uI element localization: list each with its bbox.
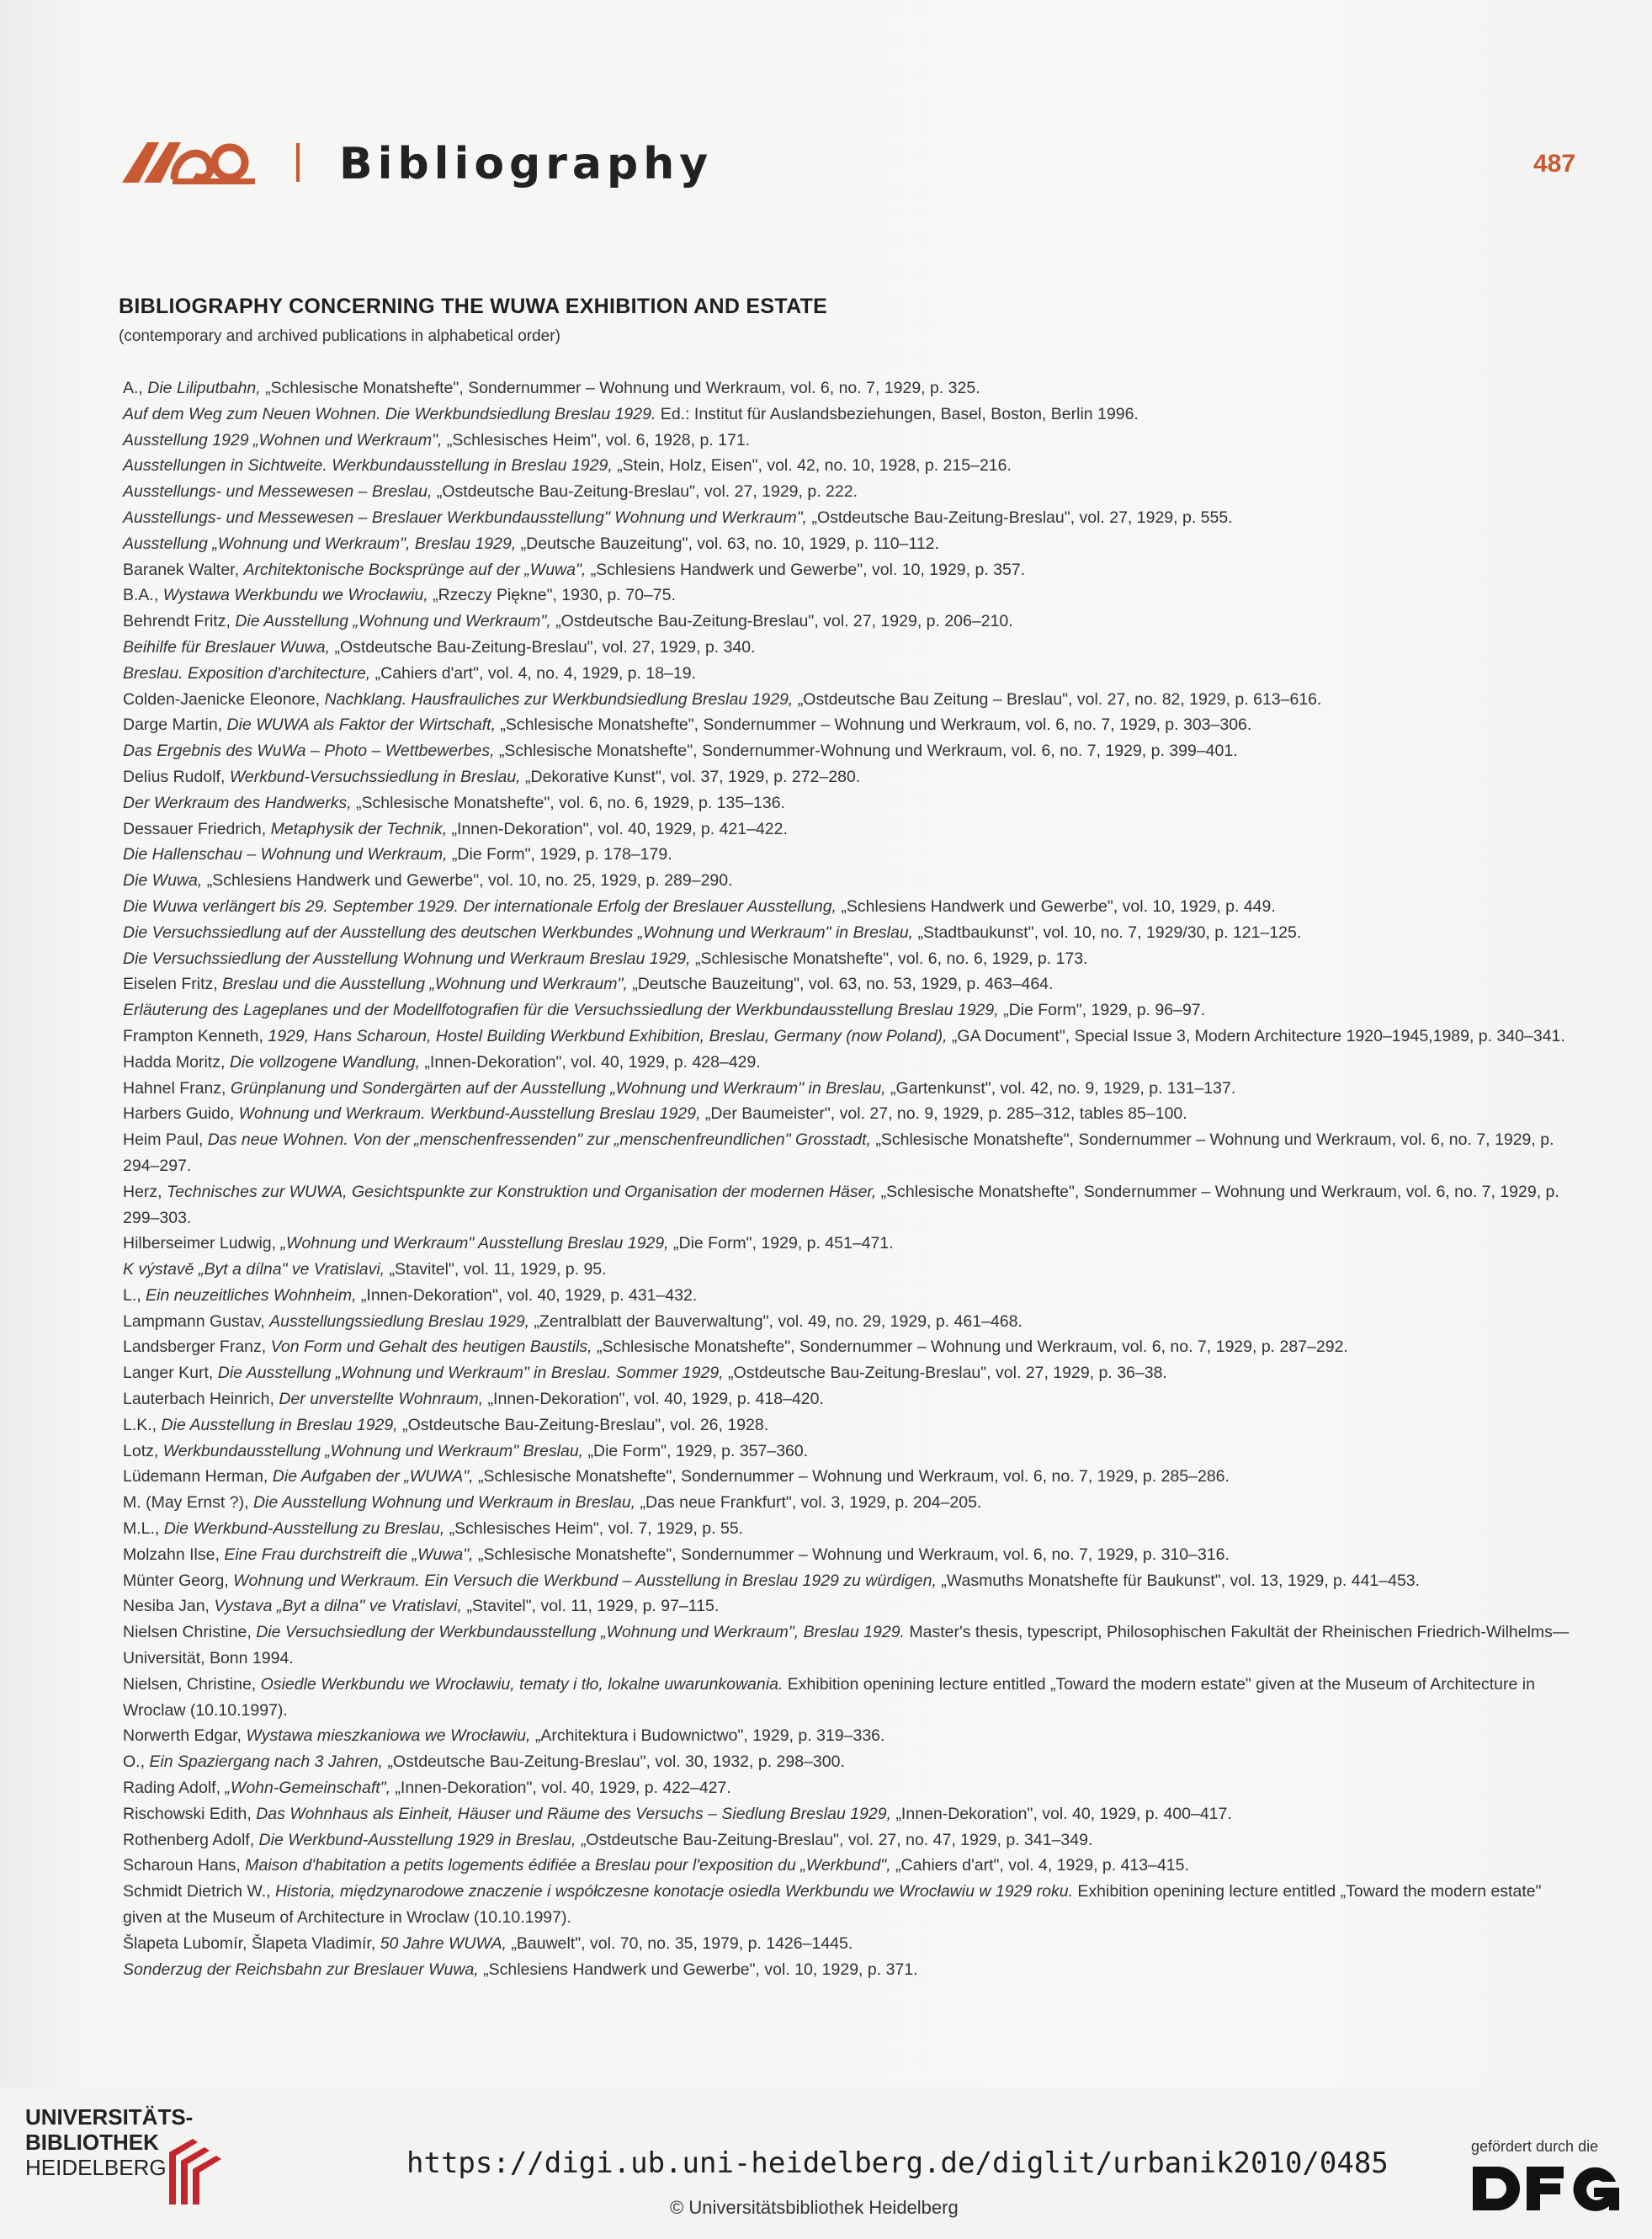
entry-title: Die Wuwa, <box>123 871 203 891</box>
bibliography-entry <box>123 687 1572 713</box>
entry-source: „Stavitel", vol. 11, 1929, p. 95. <box>385 1260 607 1279</box>
entry-author: Šlapeta Lubomír, Šlapeta Vladimír, <box>123 1933 380 1953</box>
entry-title: Historia, międzynarodowe znaczenie i współczesne konotacje osiedla Werkbundu we Wrocławiu w 1929 roku. <box>274 1882 1073 1901</box>
entry-source: „Die Form", 1929, p. 451–471. <box>668 1234 894 1253</box>
entry-author: Behrendt Fritz, <box>123 612 236 631</box>
entry-title: Die Ausstellung Wohnung und Werkraum in Breslau, <box>252 1493 636 1513</box>
entry-source: „Ostdeutsche Bau-Zeitung-Breslau", vol. 27, 1929, p. 36–38. <box>723 1364 1167 1383</box>
bibliography-entry <box>123 920 1572 946</box>
entry-source: „Innen-Dekoration", vol. 40, 1929, p. 431–432. <box>356 1285 698 1305</box>
entry-author: A., <box>123 379 148 397</box>
entry-source: „Innen-Dekoration", vol. 40, 1929, p. 421–422. <box>447 819 788 838</box>
entry-author: M. (May Ernst ?), <box>123 1493 253 1513</box>
entry-title: 50 Jahre WUWA, <box>380 1933 507 1953</box>
bibliography-entry <box>123 1568 1572 1594</box>
entry-source: „Ostdeutsche Bau-Zeitung-Breslau", vol. 30, 1932, p. 298–300. <box>382 1752 845 1772</box>
bibliography-entry <box>123 1593 1572 1619</box>
entry-title: Die Hallenschau – Wohnung und Werkraum, <box>123 845 448 864</box>
entry-source: „Cahiers d'art", vol. 4, 1929, p. 413–415. <box>890 1856 1189 1875</box>
entry-source: „Innen-Dekoration", vol. 40, 1929, p. 428–429. <box>420 1052 761 1072</box>
entry-title: Die Liliputbahn, <box>147 379 261 397</box>
entry-title: Werkbund-Versuchssiedlung in Breslau, <box>229 767 521 786</box>
entry-title: Das Ergebnis des WuWa – Photo – Wettbewerbes, <box>123 742 495 761</box>
bibliography-entry <box>123 1360 1572 1386</box>
entry-author: Hilberseimer Ludwig, <box>123 1234 281 1253</box>
entry-author: Dessauer Friedrich, <box>123 819 271 838</box>
entry-source: „Gartenkunst", vol. 42, no. 9, 1929, p. 131–137. <box>885 1078 1236 1098</box>
entry-title: Eine Frau durchstreift die „Wuwa", <box>224 1545 474 1564</box>
bibliography-entry <box>123 946 1572 972</box>
library-name-line: UNIVERSITÄTS- <box>25 2104 194 2130</box>
bibliography-entry <box>123 1827 1572 1853</box>
bibliography-entry <box>123 1464 1572 1490</box>
dfg-logo-icon <box>1471 2163 1626 2214</box>
entry-source: „Schlesisches Heim", vol. 6, 1928, p. 171. <box>442 430 751 449</box>
entry-author: Schmidt Dietrich W., <box>123 1882 275 1901</box>
entry-source: „Schlesische Monatshefte", vol. 6, no. 6, 1929, p. 135–136. <box>351 793 785 812</box>
entry-title: Osiedle Werkbundu we Wrocławiu, tematy i tło, lokalne uwarunkowania. <box>260 1674 784 1694</box>
bibliography-entry <box>123 1853 1572 1879</box>
entry-source: „Schlesische Monatshefte", Sondernummer – Wohnung und Werkraum, vol. 6, no. 7, 1929, p. 299–303. <box>123 1182 1559 1227</box>
bibliography-entry <box>123 1542 1572 1568</box>
bibliography-entry <box>123 1024 1572 1050</box>
bibliography-entry <box>123 1050 1572 1076</box>
bibliography-entry <box>123 1076 1572 1102</box>
entry-source: „Ostdeutsche Bau Zeitung – Breslau", vol. 27, no. 82, 1929, p. 613–616. <box>793 689 1322 709</box>
bibliography-entry <box>123 1127 1572 1179</box>
entry-source: „Deutsche Bauzeitung", vol. 63, no. 53, 1929, p. 463–464. <box>627 975 1054 994</box>
entry-author: Scharoun Hans, <box>123 1856 246 1875</box>
entry-author: Rothenberg Adolf, <box>123 1830 259 1849</box>
page-title: Bibliography <box>339 139 714 189</box>
entry-source: „Ostdeutsche Bau-Zeitung-Breslau", vol. 27, no. 47, 1929, p. 341–349. <box>576 1830 1093 1849</box>
entry-title: Auf dem Weg zum Neuen Wohnen. Die Werkbundsiedlung Breslau 1929. <box>123 404 656 423</box>
library-name-line: BIBLIOTHEK <box>25 2130 159 2155</box>
entry-author: Harbers Guido, <box>123 1104 239 1124</box>
entry-source: Master's thesis, typescript, Philosophischen Fakultät der Rheinischen Friedrich-Wilhelms—Universität, Bonn 1994. <box>123 1623 1570 1668</box>
entry-source: „Architektura i Budownictwo", 1929, p. 319–336. <box>530 1726 885 1746</box>
entry-source: Exhibition openining lecture entitled „Toward the modern estate" given at the Museum of Architecture in Wroclaw (10.10.1997). <box>123 1674 1535 1720</box>
entry-title: Vystava „Byt a dilna" ve Vratislavi, <box>214 1597 462 1616</box>
entry-title: Breslau und die Ausstellung „Wohnung und Werkraum", <box>222 975 628 994</box>
bibliography-entry <box>123 1723 1572 1749</box>
wuwa-logo-icon <box>122 139 257 186</box>
bibliography-entry <box>123 1619 1572 1672</box>
entry-title: Das Wohnhaus als Einheit, Häuser und Räume des Versuchs – Siedlung Breslau 1929, <box>256 1804 892 1823</box>
bibliography-entry <box>123 1879 1572 1931</box>
entry-author: Nielsen Christine, <box>123 1623 257 1642</box>
entry-author: Baranek Walter, <box>123 560 244 579</box>
entry-source: „Schlesische Monatshefte", Sondernummer – Wohnung und Werkraum, vol. 6, no. 7, 1929, p. 287–292. <box>592 1338 1348 1357</box>
entry-author: Herz, <box>123 1182 167 1201</box>
bibliography-entry <box>123 1334 1572 1360</box>
bibliography-entry <box>123 842 1572 868</box>
entry-title: Die Ausstellung in Breslau 1929, <box>161 1415 398 1434</box>
entry-title: Die vollzogene Wandlung, <box>229 1052 421 1072</box>
bibliography-entry <box>123 1412 1572 1439</box>
entry-title: Ausstellung „Wohnung und Werkraum", Breslau 1929, <box>123 534 517 553</box>
bibliography-entry <box>123 661 1572 687</box>
entry-title: Die Ausstellung „Wohnung und Werkraum" in Breslau. Sommer 1929, <box>217 1364 724 1383</box>
entry-source: „GA Document", Special Issue 3, Modern Architecture 1920–1945,1989, p. 340–341. <box>947 1026 1565 1045</box>
funder-label: gefördert durch die <box>1471 2138 1599 2155</box>
library-name-line: HEIDELBERG <box>25 2155 167 2180</box>
entry-author: Hahnel Franz, <box>123 1078 231 1098</box>
bibliography-entry <box>123 1179 1572 1231</box>
bibliography-entry <box>123 1516 1572 1542</box>
bibliography-entry <box>123 1931 1572 1957</box>
entry-author: Langer Kurt, <box>123 1364 218 1383</box>
entry-source: „Schlesiens Handwerk und Gewerbe", vol. 10, 1929, p. 357. <box>586 560 1026 579</box>
entry-author: Colden-Jaenicke Eleonore, <box>123 689 325 709</box>
entry-author: Rading Adolf, <box>123 1779 226 1798</box>
entry-source: „Das neue Frankfurt", vol. 3, 1929, p. 204–205. <box>635 1493 982 1513</box>
section-subheading: (contemporary and archived publications in alphabetical order) <box>119 327 560 345</box>
entry-source: „Stavitel", vol. 11, 1929, p. 97–115. <box>461 1597 720 1616</box>
entry-author: Norwerth Edgar, <box>123 1726 247 1746</box>
entry-title: „Wohn-Gemeinschaft", <box>225 1779 390 1798</box>
entry-title: Von Form und Gehalt des heutigen Baustils, <box>270 1338 592 1357</box>
bibliography-entry <box>123 1101 1572 1127</box>
entry-source: „Dekorative Kunst", vol. 37, 1929, p. 272–280. <box>520 767 861 786</box>
entry-title: Ein neuzeitliches Wohnheim, <box>146 1285 357 1305</box>
entry-author: Rischowski Edith, <box>123 1804 257 1823</box>
bibliography-entry <box>123 1672 1572 1724</box>
bibliography-entry <box>123 1283 1572 1309</box>
bibliography-entry <box>123 712 1572 738</box>
entry-author: B.A., <box>123 586 163 605</box>
entry-author: Landsberger Franz, <box>123 1338 271 1357</box>
section-heading: BIBLIOGRAPHY CONCERNING THE WUWA EXHIBITION AND ESTATE <box>119 295 828 318</box>
page-number: 487 <box>1533 150 1576 178</box>
entry-source: „Schlesische Monatshefte", Sondernummer – Wohnung und Werkraum, vol. 6, no. 7, 1929, p. 325. <box>260 379 980 397</box>
bibliography-entry <box>123 764 1572 790</box>
entry-source: „Stadtbaukunst", vol. 10, no. 7, 1929/30, p. 121–125. <box>913 923 1302 942</box>
entry-title: Erläuterung des Lageplanes und der Modellfotografien für die Versuchssiedlung der Werkbundausstellung Breslau 1929, <box>123 1001 999 1020</box>
entry-source: „Innen-Dekoration", vol. 40, 1929, p. 422–427. <box>390 1779 731 1798</box>
entry-source: „Der Baumeister", vol. 27, no. 9, 1929, p. 285–312, tables 85–100. <box>700 1104 1187 1124</box>
entry-title: Ausstellungs- und Messewesen – Breslau, <box>123 482 433 502</box>
entry-source: „Ostdeutsche Bau-Zeitung-Breslau", vol. 27, 1929, p. 206–210. <box>550 612 1013 631</box>
bibliography-entry <box>123 609 1572 635</box>
entry-source: „Zentralblatt der Bauverwaltung", vol. 49, no. 29, 1929, p. 461–468. <box>529 1311 1023 1331</box>
entry-title: 1929, Hans Scharoun, Hostel Building Werkbund Exhibition, Breslau, Germany (now Poland), <box>268 1026 948 1045</box>
bibliography-entry <box>123 402 1572 428</box>
entry-title: Grünplanung und Sondergärten auf der Ausstellung „Wohnung und Werkraum" in Breslau, <box>230 1078 886 1098</box>
entry-author: Nesiba Jan, <box>123 1597 215 1616</box>
entry-source: „Die Form", 1929, p. 96–97. <box>998 1001 1206 1020</box>
bibliography-entry <box>123 1749 1572 1775</box>
entry-source: „Schlesische Monatshefte", vol. 6, no. 6, 1929, p. 173. <box>690 949 1088 968</box>
copyright-notice: © Universitätsbibliothek Heidelberg <box>670 2197 959 2218</box>
bibliography-entry <box>123 997 1572 1024</box>
entry-source: Exhibition openining lecture entitled „Toward the modern estate" given at the Museum of Architecture in Wroclaw (10.10.1997). <box>123 1882 1542 1928</box>
header-divider <box>296 143 300 182</box>
bibliography-entry <box>123 453 1572 479</box>
entry-title: Die Werkbund-Ausstellung zu Breslau, <box>163 1519 445 1539</box>
entry-title: Der Werkraum des Handwerks, <box>123 793 352 812</box>
entry-source: „Schlesische Monatshefte", Sondernummer-Wohnung und Werkraum, vol. 6, no. 7, 1929, p. 399–401. <box>494 742 1238 761</box>
entry-source: „Rzeczy Piękne", 1930, p. 70–75. <box>428 586 676 605</box>
entry-author: Lotz, <box>123 1441 163 1460</box>
entry-title: Ausstellungs- und Messewesen – Breslauer Werkbundausstellung" Wohnung und Werkraum", <box>123 508 808 527</box>
entry-source: „Bauwelt", vol. 70, no. 35, 1979, p. 1426–1445. <box>506 1933 853 1953</box>
entry-title: Ausstellung 1929 „Wohnen und Werkraum", <box>123 430 443 449</box>
entry-author: Heim Paul, <box>123 1130 208 1150</box>
bibliography-entry <box>123 1801 1572 1827</box>
entry-author: L., <box>123 1285 146 1305</box>
entry-author: Lampmann Gustav, <box>123 1311 270 1331</box>
bibliography-entry <box>123 1775 1572 1801</box>
entry-author: Lüdemann Herman, <box>123 1467 273 1486</box>
entry-title: Ausstellungssiedlung Breslau 1929, <box>269 1311 530 1331</box>
bibliography-entry <box>123 505 1572 531</box>
bibliography-entry <box>123 428 1572 454</box>
entry-title: Die Wuwa verlängert bis 29. September 1929. Der internationale Erfolg der Breslauer Ausstellung, <box>123 896 837 916</box>
entry-source: „Schlesiens Handwerk und Gewerbe", vol. 10, 1929, p. 371. <box>478 1960 918 1979</box>
entry-title: Breslau. Exposition d'architecture, <box>123 663 371 683</box>
entry-title: Sonderzug der Reichsbahn zur Breslauer Wuwa, <box>123 1960 479 1979</box>
bibliography-entry <box>123 738 1572 764</box>
bibliography-entry <box>123 375 1572 402</box>
entry-source: „Deutsche Bauzeitung", vol. 63, no. 10, 1929, p. 110–112. <box>516 534 939 553</box>
bibliography-entry <box>123 790 1572 816</box>
entry-author: Molzahn Ilse, <box>123 1545 225 1564</box>
entry-source: „Stein, Holz, Eisen", vol. 42, no. 10, 1928, p. 215–216. <box>612 456 1012 476</box>
entry-author: Münter Georg, <box>123 1571 234 1590</box>
entry-title: „Wohnung und Werkraum" Ausstellung Breslau 1929, <box>280 1234 669 1253</box>
entry-source: „Die Form", 1929, p. 178–179. <box>447 845 672 864</box>
entry-source: „Schlesisches Heim", vol. 7, 1929, p. 55. <box>444 1519 744 1539</box>
entry-source: „Ostdeutsche Bau-Zeitung-Breslau", vol. 27, 1929, p. 340. <box>330 637 756 657</box>
entry-title: Ausstellungen in Sichtweite. Werkbundausstellung in Breslau 1929, <box>123 456 613 476</box>
bibliography-entry <box>123 582 1572 609</box>
entry-title: Metaphysik der Technik, <box>270 819 448 838</box>
bibliography-entry <box>123 894 1572 920</box>
entry-title: Beihilfe für Breslauer Wuwa, <box>123 637 331 657</box>
entry-source: Ed.: Institut für Auslandsbeziehungen, Basel, Boston, Berlin 1996. <box>656 404 1139 423</box>
entry-title: Der unverstellte Wohnraum, <box>279 1390 484 1409</box>
entry-source: „Innen-Dekoration", vol. 40, 1929, p. 418–420. <box>483 1390 824 1409</box>
entry-title: Technisches zur WUWA, Gesichtspunkte zur Konstruktion und Organisation der modernen Häser, <box>167 1182 877 1201</box>
bibliography-entry <box>123 868 1572 894</box>
entry-title: Ein Spaziergang nach 3 Jahren, <box>149 1752 383 1772</box>
permalink-url[interactable]: https://digi.ub.uni-heidelberg.de/diglit/urbanik2010/0485 <box>406 2146 1389 2180</box>
entry-title: Die Aufgaben der „WUWA", <box>272 1467 474 1486</box>
entry-author: Hadda Moritz, <box>123 1052 230 1072</box>
entry-title: Wystawa Werkbundu we Wrocławiu, <box>162 586 428 605</box>
entry-title: Die Versuchsiedlung der Werkbundausstellung „Wohnung und Werkraum", Breslau 1929. <box>256 1623 905 1642</box>
entry-source: „Ostdeutsche Bau-Zeitung-Breslau", vol. 27, 1929, p. 222. <box>432 482 858 502</box>
bibliography-entry <box>123 1231 1572 1257</box>
bibliography-entry <box>123 479 1572 505</box>
bibliography-entry <box>123 1439 1572 1465</box>
bibliography-entry <box>123 816 1572 843</box>
entry-author: M.L., <box>123 1519 164 1539</box>
bibliography-entry <box>123 635 1572 661</box>
entry-author: Darge Martin, <box>123 715 227 735</box>
entry-source: „Innen-Dekoration", vol. 40, 1929, p. 400–417. <box>891 1804 1232 1823</box>
bibliography-entry <box>123 1257 1572 1283</box>
entry-title: Die Versuchssiedlung der Ausstellung Wohnung und Werkraum Breslau 1929, <box>123 949 691 968</box>
bibliography-entry <box>123 1957 1572 1983</box>
entry-author: Nielsen, Christine, <box>123 1674 261 1694</box>
entry-source: „Schlesische Monatshefte", Sondernummer – Wohnung und Werkraum, vol. 6, no. 7, 1929, p. 294–297. <box>123 1130 1554 1175</box>
entry-title: Maison d'habitation a petits logements édifiée a Breslau pour l'exposition du „Werkbund", <box>245 1856 891 1875</box>
bibliography-entry <box>123 971 1572 997</box>
bibliography-entry <box>123 1386 1572 1412</box>
bibliography-entry <box>123 531 1572 557</box>
entry-title: Die Ausstellung „Wohnung und Werkraum", <box>235 612 551 631</box>
entry-author: L.K., <box>123 1415 162 1434</box>
entry-source: „Schlesiens Handwerk und Gewerbe", vol. 10, 1929, p. 449. <box>836 896 1276 916</box>
entry-source: „Ostdeutsche Bau-Zeitung-Breslau", vol. 27, 1929, p. 555. <box>807 508 1233 527</box>
ub-heidelberg-icon <box>164 2134 231 2208</box>
bibliography-entry <box>123 1309 1572 1335</box>
entry-source: „Schlesiens Handwerk und Gewerbe", vol. 10, no. 25, 1929, p. 289–290. <box>202 871 733 891</box>
entry-title: Die Versuchssiedlung auf der Ausstellung des deutschen Werkbundes „Wohnung und Werkraum" in Breslau, <box>123 923 914 942</box>
entry-title: K výstavě „Byt a dílna" ve Vratislavi, <box>123 1260 385 1279</box>
entry-source: „Schlesische Monatshefte", Sondernummer – Wohnung und Werkraum, vol. 6, no. 7, 1929, p. 310–316. <box>473 1545 1230 1564</box>
entry-title: Wohnung und Werkraum. Ein Versuch die Werkbund – Ausstellung in Breslau 1929 zu würdigen, <box>233 1571 937 1590</box>
bibliography-entry <box>123 1490 1572 1516</box>
entry-source: „Schlesische Monatshefte", Sondernummer – Wohnung und Werkraum, vol. 6, no. 7, 1929, p. 303–306. <box>496 715 1252 735</box>
entry-title: Wohnung und Werkraum. Werkbund-Ausstellung Breslau 1929, <box>238 1104 701 1124</box>
entry-author: Lauterbach Heinrich, <box>123 1390 279 1409</box>
entry-source: „Cahiers d'art", vol. 4, no. 4, 1929, p. 18–19. <box>370 663 697 683</box>
entry-source: „Wasmuths Monatshefte für Baukunst", vol. 13, 1929, p. 441–453. <box>936 1571 1421 1590</box>
entry-title: Werkbundausstellung „Wohnung und Werkraum" Breslau, <box>162 1441 584 1460</box>
entry-author: Delius Rudolf, <box>123 767 230 786</box>
entry-title: Nachklang. Hausfrauliches zur Werkbundsiedlung Breslau 1929, <box>324 689 794 709</box>
entry-title: Die WUWA als Faktor der Wirtschaft, <box>226 715 497 735</box>
entry-author: Frampton Kenneth, <box>123 1026 268 1045</box>
entry-source: „Die Form", 1929, p. 357–360. <box>583 1441 809 1460</box>
entry-source: „Schlesische Monatshefte", Sondernummer – Wohnung und Werkraum, vol. 6, no. 7, 1929, p. 285–286. <box>473 1467 1230 1486</box>
bibliography-entry <box>123 557 1572 583</box>
entry-author: O., <box>123 1752 150 1772</box>
entry-source: „Ostdeutsche Bau-Zeitung-Breslau", vol. 26, 1928. <box>397 1415 769 1434</box>
entry-title: Das neue Wohnen. Von der „menschenfressenden" zur „menschenfreundlichen" Grosstadt, <box>207 1130 871 1150</box>
entry-title: Wystawa mieszkaniowa we Wrocławiu, <box>246 1726 531 1746</box>
bibliography-list <box>123 375 1572 1982</box>
entry-title: Architektonische Bocksprünge auf der „Wuwa", <box>243 560 587 579</box>
entry-author: Eiselen Fritz, <box>123 975 223 994</box>
entry-title: Die Werkbund-Ausstellung 1929 in Breslau, <box>258 1830 576 1849</box>
